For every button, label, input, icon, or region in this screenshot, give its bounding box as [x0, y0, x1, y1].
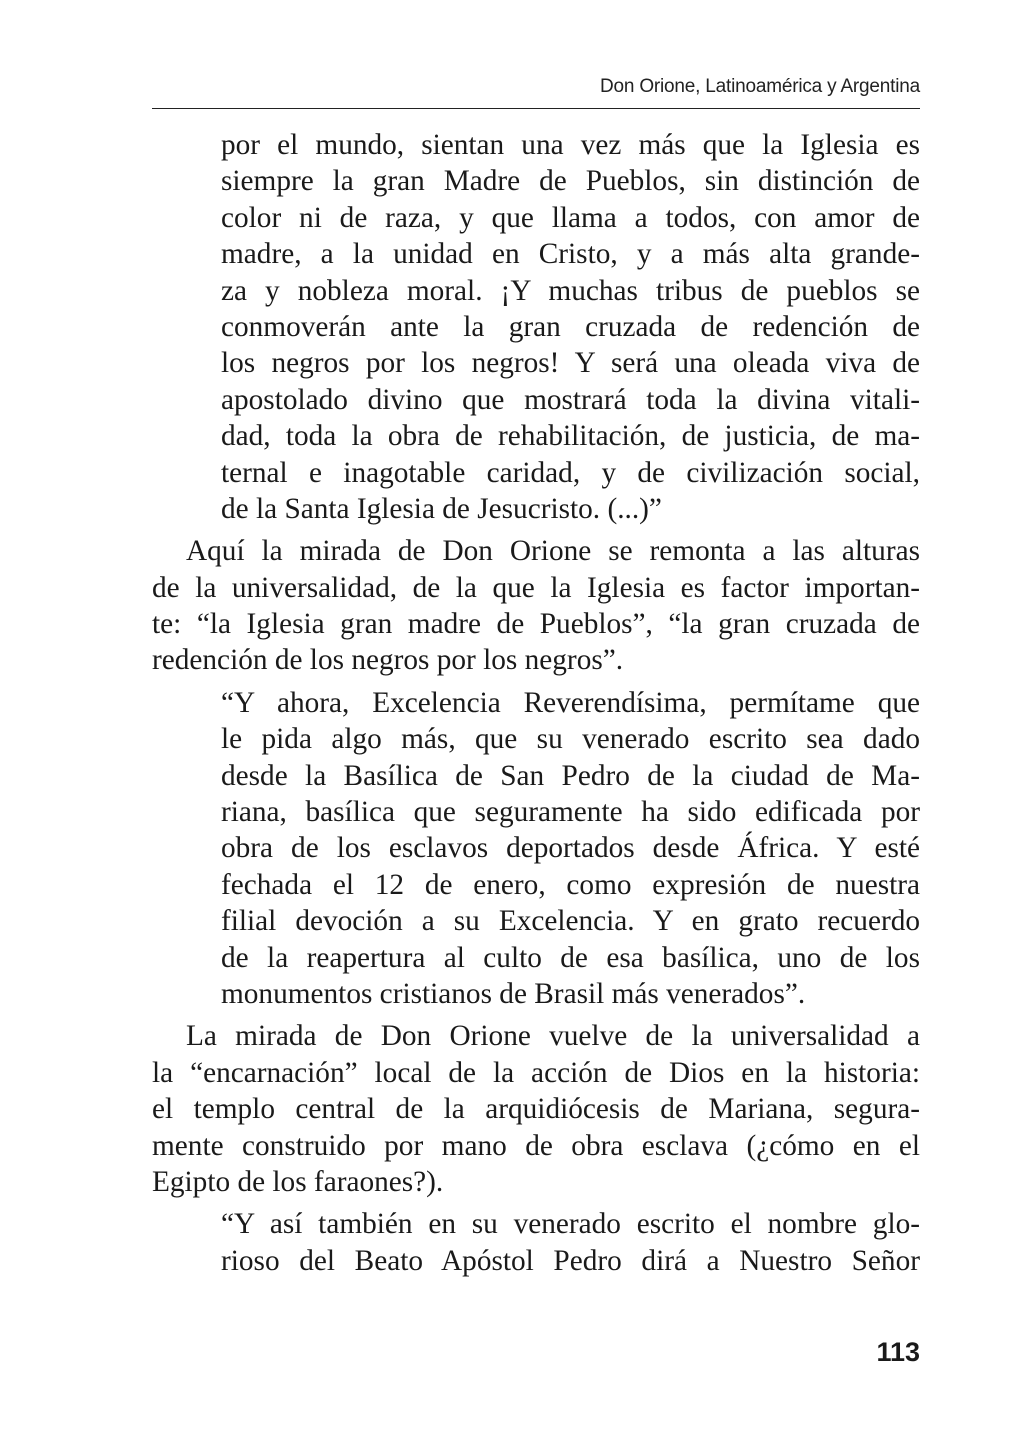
text-line: te: “la Iglesia gran madre de Pueblos”, “la gran cruzada de	[152, 608, 920, 641]
text-line: el templo central de la arquidiócesis de Mariana, segura-	[152, 1093, 920, 1126]
text-line: fechada el 12 de enero, como expresión de nuestra	[221, 868, 920, 901]
text-line: los negros por los negros! Y será una oleada viva de	[221, 347, 920, 380]
page-number: 113	[876, 1337, 920, 1367]
paragraph-2	[152, 1018, 920, 1200]
text-line: desde la Basílica de San Pedro de la ciudad de Ma-	[221, 759, 920, 792]
text-line: obra de los esclavos deportados desde África. Y esté	[221, 832, 920, 865]
text-line: siempre la gran Madre de Pueblos, sin distinción de	[221, 165, 920, 198]
text-line: Egipto de los faraones?).	[152, 1165, 444, 1198]
text-line: le pida algo más, que su venerado escrito sea dado	[221, 723, 920, 756]
text-line: “Y así también en su venerado escrito el nombre glo-	[221, 1208, 920, 1241]
text-line: filial devoción a su Excelencia. Y en grato recuerdo	[221, 905, 920, 938]
text-line: conmoverán ante la gran cruzada de redención de	[221, 310, 920, 343]
text-line: de la universalidad, de la que la Iglesia es factor importan-	[152, 571, 920, 604]
text-line: monumentos cristianos de Brasil más venerados”.	[221, 977, 806, 1010]
quote-block-1	[221, 127, 920, 527]
paragraph-1	[152, 533, 920, 679]
text-line: por el mundo, sientan una vez más que la Iglesia es	[221, 129, 920, 161]
text-line: “Y ahora, Excelencia Reverendísima, permítame que	[221, 686, 920, 719]
text-line: rioso del Beato Apóstol Pedro dirá a Nuestro Señor	[221, 1244, 920, 1277]
quote-block-3	[221, 1206, 920, 1279]
text-line: Aquí la mirada de Don Orione se remonta a las alturas	[186, 535, 920, 568]
text-line: apostolado divino que mostrará toda la divina vitali-	[221, 383, 920, 416]
text-line: riana, basílica que seguramente ha sido edificada por	[221, 796, 920, 829]
running-title: Don Orione, Latinoamérica y Argentina	[599, 76, 920, 97]
text-line: de la reapertura al culto de esa basílica, uno de los	[221, 941, 920, 974]
running-header	[152, 72, 920, 109]
text-line: za y nobleza moral. ¡Y muchas tribus de pueblos se	[221, 274, 920, 307]
text-line: ternal e inagotable caridad, y de civilización social,	[221, 456, 920, 489]
quote-block-2	[221, 685, 920, 1013]
text-line: redención de los negros por los negros”.	[152, 644, 624, 677]
text-line: madre, a la unidad en Cristo, y a más alta grande-	[221, 238, 920, 271]
text-line: de la Santa Iglesia de Jesucristo. (...)”	[221, 492, 662, 525]
text-line: La mirada de Don Orione vuelve de la universalidad a	[186, 1020, 920, 1053]
text-line: color ni de raza, y que llama a todos, con amor de	[221, 201, 920, 234]
text-line: mente construido por mano de obra esclava (¿cómo en el	[152, 1129, 920, 1162]
page-body	[152, 127, 920, 1279]
text-line: dad, toda la obra de rehabilitación, de justicia, de ma-	[221, 420, 920, 453]
text-line: la “encarnación” local de la acción de Dios en la historia:	[152, 1056, 920, 1089]
